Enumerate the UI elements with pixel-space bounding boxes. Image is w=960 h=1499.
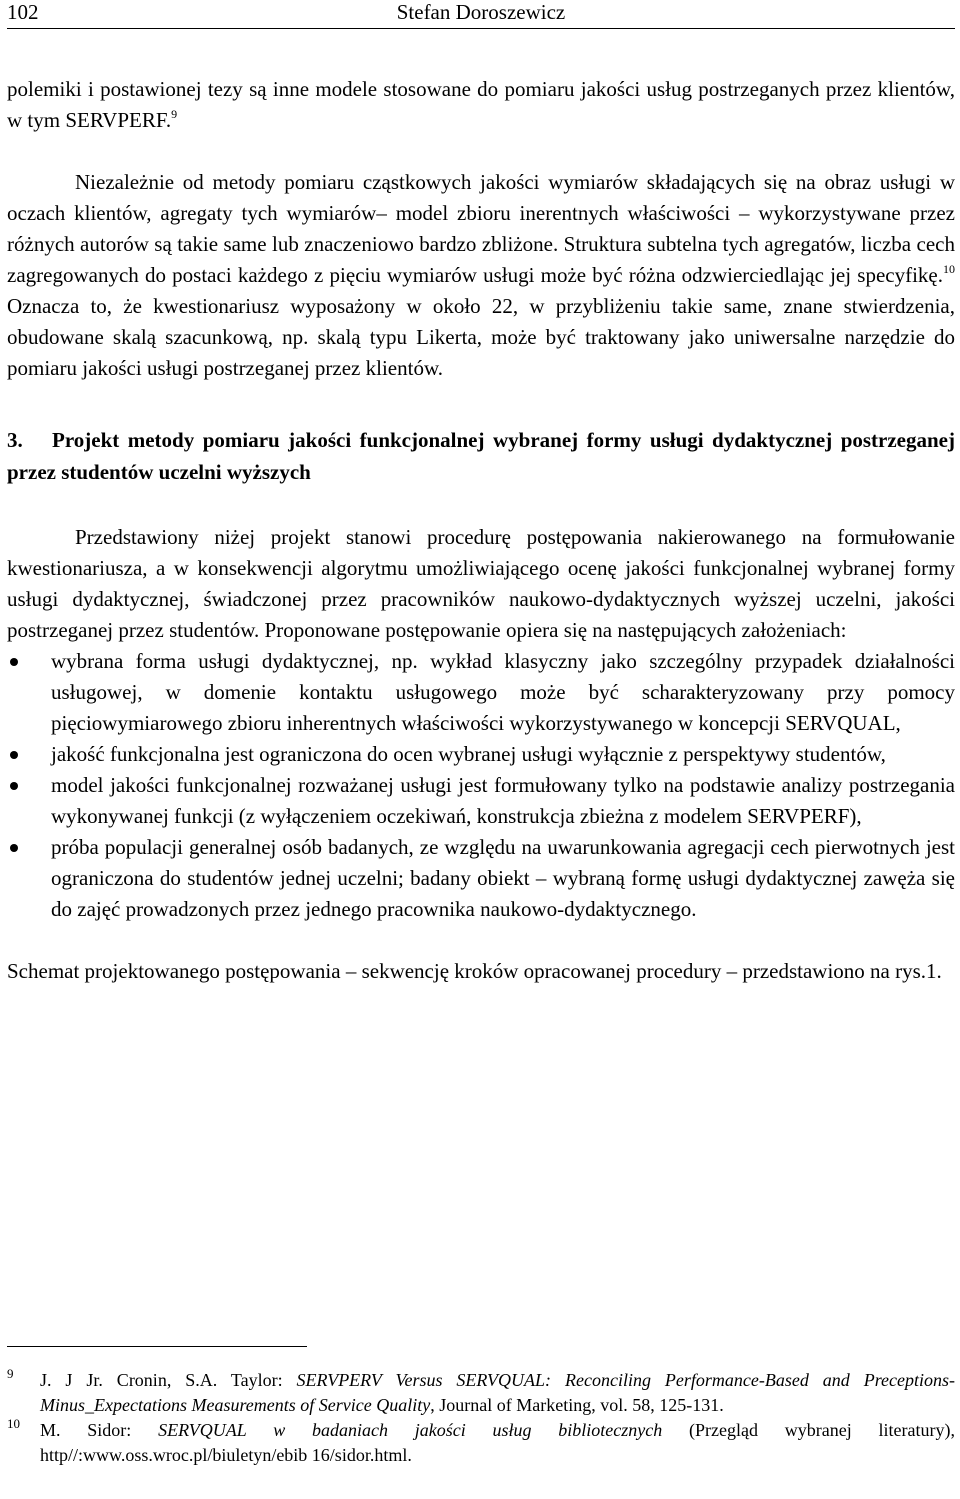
footnote-text: , Journal of Marketing, vol. 58, 125-131. [430, 1395, 724, 1415]
list-item-text: model jakości funkcjonalnej rozważanej usługi jest formułowany tylko na podstawie analizy postrzegania wykonywanej funkcji (z wyłączeniem oczekiwań, konstrukcja zbieżna z modelem SERVPERF), [51, 773, 955, 828]
bullet-icon [10, 751, 18, 759]
section-number: 3. [7, 428, 23, 452]
paragraph: Przedstawiony niżej projekt stanowi procedurę postępowania nakierowanego na formułowanie kwestionariusza, a w konsekwencji algorytmu umożliwiającego ocenę jakości funkcjonalnej wybranej formy usługi dydaktycznej, świadczonej przez pracowników naukowo-dydaktycznych wyższej uczelni, jakości postrzeganej przez studentów. Proponowane postępowanie opiera się na następujących założeniach: [7, 525, 955, 642]
footnote-text: M. Sidor: [40, 1420, 159, 1440]
paragraph-text: polemiki i postawionej tezy są inne modele stosowane do pomiaru jakości usług postrzeganych przez klientów, w tym SERVPERF. [7, 77, 955, 132]
running-header [7, 0, 955, 29]
paragraph-text: Niezależnie od metody pomiaru cząstkowych jakości wymiarów składających się na obraz usługi w oczach klientów, agregaty tych wymiarów– model zbioru inerentnych właściwości – wykorzystywane przez różnych autorów są takie same lub znaczeniowo bardzo zbliżone. Struktura subtelna tych agregatów, liczba cech zagregowanych do postaci każdego z pięciu wymiarów usługi może być różna odzwierciedlając jej specyfikę. [7, 170, 955, 287]
paragraph-text: Oznacza to, że kwestionariusz wyposażony w około 22, w przybliżeniu takie same, znane stwierdzenia, obudowane skalą szacunkową, np. skalą typu Likerta, może być traktowany jako uniwersalne narzędzie do pomiaru jakości usługi postrzeganej przez klientów. [7, 294, 955, 380]
paragraph: Schemat projektowanego postępowania – sekwencję kroków opracowanej procedury – przedstawiono na rys.1. [7, 959, 942, 983]
footnote-number: 9 [7, 1366, 14, 1381]
list-item-text: jakość funkcjonalna jest ograniczona do ocen wybranej usługi wyłącznie z perspektywy studentów, [51, 742, 886, 766]
list-item-text: wybrana forma usługi dydaktycznej, np. wykład klasyczny jako szczególny przypadek działalności usługowej, w domenie kontaktu usługowego może być scharakteryzowany przy pomocy pięciowymiarowego zbioru inherentnych właściwości wykorzystywanego w koncepcji SERVQUAL, [51, 649, 955, 735]
list-item [7, 646, 955, 739]
footnote-text: (Przegląd wybranej literatury), http//:www.oss.wroc.pl/biuletyn/ebib 16/sidor.html. [40, 1420, 956, 1465]
footnotes [7, 1368, 955, 1468]
footnote [7, 1368, 955, 1418]
bullet-icon [10, 844, 18, 852]
footnote-separator [7, 1346, 307, 1347]
list-item [7, 770, 955, 832]
bullet-icon [10, 782, 18, 790]
footnote-ref[interactable]: 9 [171, 107, 178, 121]
running-head-author: Stefan Doroszewicz [396, 0, 566, 24]
paragraph [7, 167, 955, 384]
section-heading [7, 424, 955, 488]
bullet-icon [10, 658, 18, 666]
footnote-text: J. J Jr. Cronin, S.A. Taylor: [40, 1370, 297, 1390]
footnote-title: SERVQUAL w badaniach jakości usług bibliotecznych [158, 1420, 663, 1440]
footnote-number: 10 [7, 1416, 20, 1431]
footnote [7, 1418, 955, 1468]
page-number: 102 [7, 0, 39, 24]
page [7, 0, 955, 987]
list-item [7, 739, 955, 770]
footnote-ref[interactable]: 10 [943, 262, 955, 276]
footnote-title: SERVPERV Versus SERVQUAL: Reconciling Performance-Based and Preceptions-Minus_Expectations Measurements of Service Quality [40, 1370, 956, 1415]
list-item [7, 832, 955, 925]
assumption-list [7, 646, 955, 925]
list-item-text: próba populacji generalnej osób badanych, ze względu na uwarunkowania agregacji cech pierwotnych jest ograniczona do studentów jednej uczelni; badany obiekt – wybraną formę usługi dydaktycznej zawęża się do zajęć prowadzonych przez jednego pracownika naukowo-dydaktycznego. [51, 835, 955, 921]
section-title: Projekt metody pomiaru jakości funkcjonalnej wybranej formy usługi dydaktycznej postrzeganej przez studentów uczelni wyższych [7, 428, 955, 484]
paragraph-continued [7, 74, 955, 136]
